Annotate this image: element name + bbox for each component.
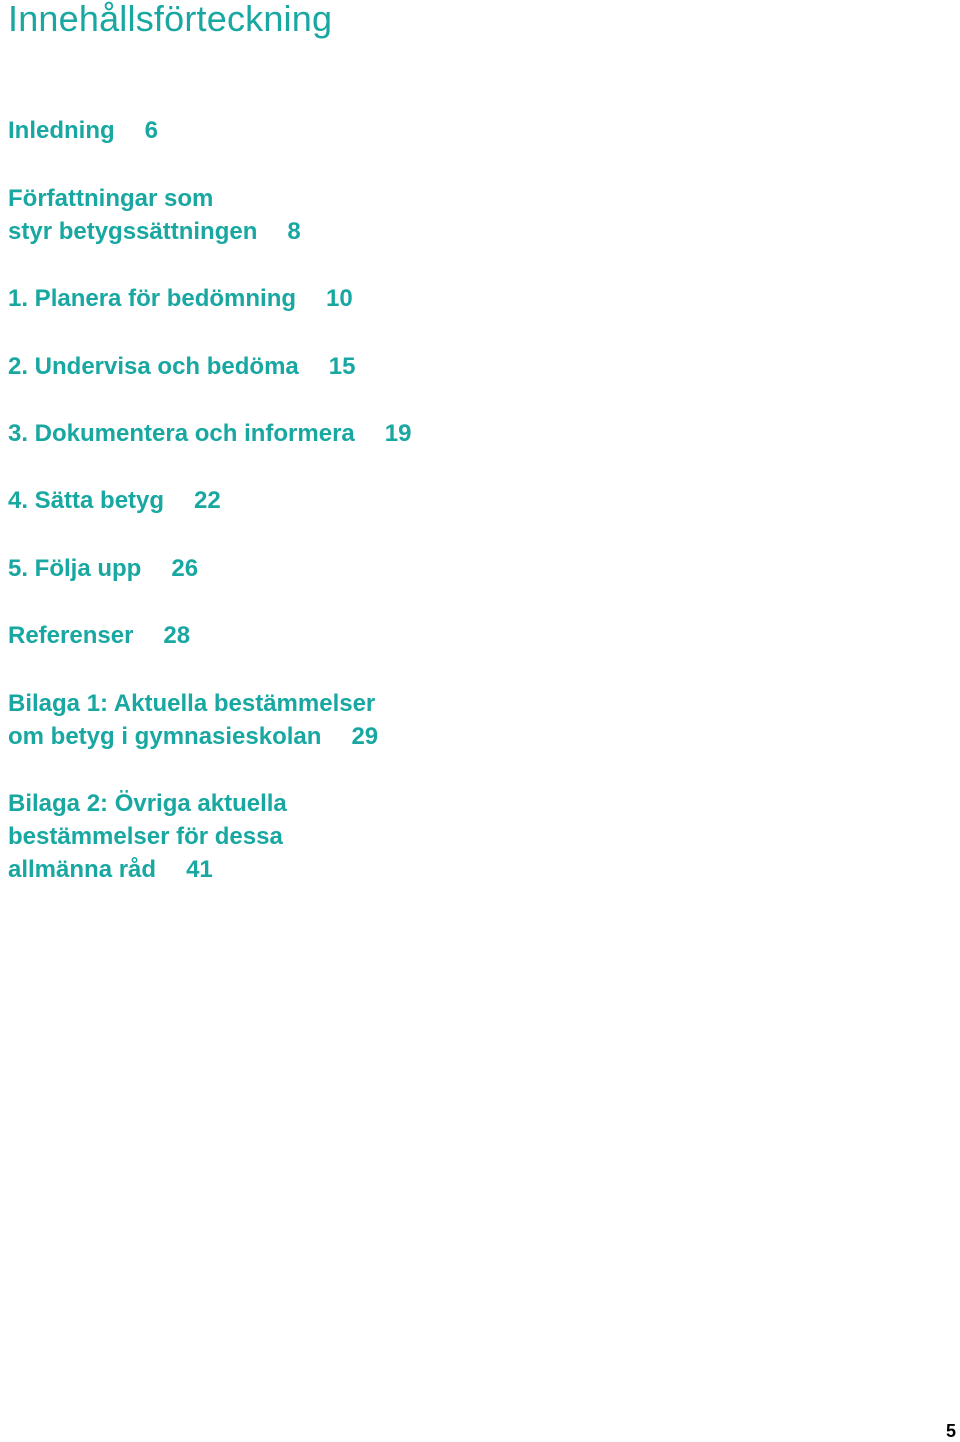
toc-entry-page: 10 xyxy=(326,285,353,312)
toc-entry-title: om betyg i gymnasieskolan xyxy=(8,723,322,750)
toc-entry-page: 28 xyxy=(163,622,191,649)
toc-entry-line xyxy=(8,484,221,517)
toc-entry-line: Bilaga 2: Övriga aktuella xyxy=(8,790,287,817)
toc-entry-line xyxy=(8,552,198,585)
toc-entry-line xyxy=(8,417,411,450)
toc-entry-page: 29 xyxy=(351,723,379,750)
toc-entry-line xyxy=(8,853,287,886)
page-number: 5 xyxy=(945,1421,956,1441)
toc-entry-page: 26 xyxy=(171,555,199,582)
toc-entry-title: allmänna råd xyxy=(8,856,157,883)
toc-entry-line xyxy=(8,350,355,383)
toc-entry-planera[interactable] xyxy=(8,282,353,315)
toc-entry-page: 8 xyxy=(287,218,301,245)
toc-entry-line xyxy=(8,282,353,315)
toc-entry-satta-betyg[interactable] xyxy=(8,484,221,517)
toc-entry-line: Bilaga 1: Aktuella bestämmelser xyxy=(8,690,376,717)
toc-entry-line xyxy=(8,114,158,147)
toc-entry-line: Författningar som xyxy=(8,185,214,212)
toc-entry-line xyxy=(8,215,301,248)
toc-entry-inledning[interactable] xyxy=(8,114,158,147)
toc-entry-page: 19 xyxy=(384,420,412,447)
toc-entry-page: 22 xyxy=(194,487,221,514)
toc-entry-title: styr betygssättningen xyxy=(8,218,258,245)
toc-entry-bilaga-2[interactable] xyxy=(8,787,287,886)
toc-entry-title: 3. Dokumentera och informera xyxy=(8,420,355,447)
toc-entry-title: 5. Följa upp xyxy=(8,555,142,582)
toc-entry-dokumentera[interactable] xyxy=(8,417,411,450)
toc-entry-title: 2. Undervisa och bedöma xyxy=(8,353,299,380)
toc-entry-page: 15 xyxy=(328,353,356,380)
toc-entry-title: 1. Planera för bedömning xyxy=(8,285,297,312)
toc-entry-line xyxy=(8,720,378,753)
toc-entry-folja-upp[interactable] xyxy=(8,552,198,585)
table-of-contents xyxy=(8,0,708,900)
toc-entry-undervisa[interactable] xyxy=(8,350,355,383)
toc-entry-forfattningar[interactable] xyxy=(8,182,301,248)
toc-entry-page: 41 xyxy=(186,856,213,883)
page-title: Innehållsförteckning xyxy=(8,0,333,39)
toc-entry-line: bestämmelser för dessa xyxy=(8,823,283,850)
toc-entry-title: Referenser xyxy=(8,622,134,649)
toc-entry-page: 6 xyxy=(144,117,159,144)
toc-entry-bilaga-1[interactable] xyxy=(8,687,378,753)
toc-entry-referenser[interactable] xyxy=(8,619,190,652)
toc-entry-title: Inledning xyxy=(8,117,115,144)
toc-entry-line xyxy=(8,619,190,652)
toc-entry-title: 4. Sätta betyg xyxy=(8,487,165,514)
